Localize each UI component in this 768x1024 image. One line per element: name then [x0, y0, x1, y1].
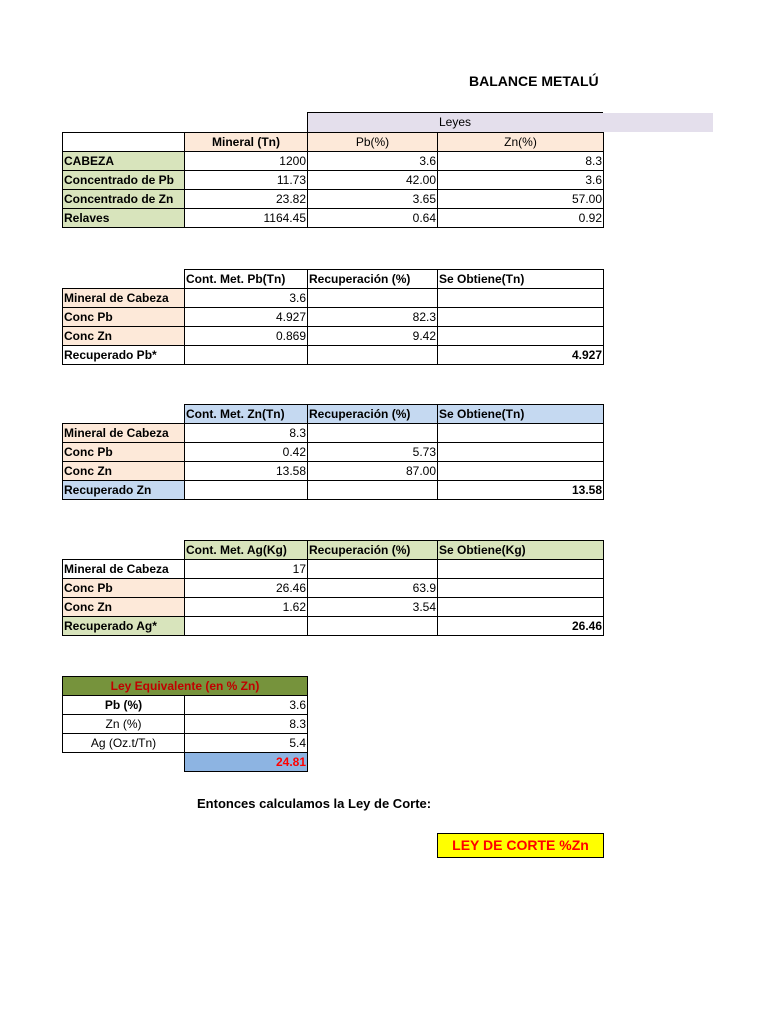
- column-header[interactable]: Recuperación (%): [308, 405, 438, 424]
- table-cell[interactable]: 26.46: [185, 579, 308, 598]
- table-cell[interactable]: 0.92: [438, 209, 604, 228]
- table-cell[interactable]: 13.58: [185, 462, 308, 481]
- table-cell[interactable]: [438, 598, 604, 617]
- row-label[interactable]: CABEZA: [63, 152, 185, 171]
- table-header-row: [63, 133, 604, 152]
- table-cell[interactable]: [438, 443, 604, 462]
- table-cell[interactable]: [63, 133, 185, 152]
- ag-recovery-table: [62, 540, 604, 636]
- leyes-label: Leyes: [438, 115, 472, 129]
- row-label[interactable]: Recuperado Ag*: [63, 617, 185, 636]
- table-cell[interactable]: 4.927: [438, 346, 604, 365]
- table-cell[interactable]: 9.42: [308, 327, 438, 346]
- table-row: [63, 209, 604, 228]
- table-header-row: [63, 405, 604, 424]
- column-header[interactable]: Cont. Met. Pb(Tn): [185, 270, 308, 289]
- table-cell[interactable]: [185, 346, 308, 365]
- table-cell[interactable]: 3.6: [185, 696, 308, 715]
- column-header[interactable]: Cont. Met. Zn(Tn): [185, 405, 308, 424]
- grades-table: [62, 132, 604, 228]
- table-row: [63, 753, 308, 772]
- table-cell[interactable]: 8.3: [185, 424, 308, 443]
- table-cell[interactable]: 3.6: [185, 289, 308, 308]
- table-cell[interactable]: 0.869: [185, 327, 308, 346]
- equivalent-grade-table: [62, 676, 308, 772]
- equivalent-grade-header[interactable]: Ley Equivalente (en % Zn): [63, 677, 308, 696]
- table-cell: [63, 753, 185, 772]
- row-label[interactable]: Recuperado Zn: [63, 481, 185, 500]
- table-row: [63, 696, 308, 715]
- table-header-row: [63, 270, 604, 289]
- column-header[interactable]: Recuperación (%): [308, 270, 438, 289]
- row-label[interactable]: Pb (%): [63, 696, 185, 715]
- table-row: [63, 462, 604, 481]
- row-label[interactable]: Mineral de Cabeza: [63, 560, 185, 579]
- table-cell[interactable]: 5.4: [185, 734, 308, 753]
- table-row: [63, 598, 604, 617]
- table-cell[interactable]: [185, 617, 308, 636]
- table-cell[interactable]: [308, 346, 438, 365]
- table-cell[interactable]: [438, 424, 604, 443]
- row-label[interactable]: Conc Pb: [63, 308, 185, 327]
- table-row: [63, 346, 604, 365]
- table-row: [63, 152, 604, 171]
- table-row: [63, 715, 308, 734]
- table-cell[interactable]: 87.00: [308, 462, 438, 481]
- table-cell[interactable]: 8.3: [438, 152, 604, 171]
- table-cell[interactable]: [185, 481, 308, 500]
- table-cell[interactable]: 63.9: [308, 579, 438, 598]
- table-cell[interactable]: [308, 424, 438, 443]
- table-cell[interactable]: 0.42: [185, 443, 308, 462]
- table-cell[interactable]: [438, 579, 604, 598]
- table-row: [63, 424, 604, 443]
- table-row: [63, 190, 604, 209]
- table-cell[interactable]: 17: [185, 560, 308, 579]
- table-cell[interactable]: 57.00: [438, 190, 604, 209]
- table-cell: [63, 405, 185, 424]
- table-row: [63, 560, 604, 579]
- column-header[interactable]: Pb(%): [308, 133, 438, 152]
- table-row: [63, 617, 604, 636]
- table-cell[interactable]: [308, 560, 438, 579]
- table-cell[interactable]: 1.62: [185, 598, 308, 617]
- column-header[interactable]: Se Obtiene(Kg): [438, 541, 604, 560]
- table-row: [63, 289, 604, 308]
- table-cell: [63, 541, 185, 560]
- table-row: [63, 171, 604, 190]
- table-cell[interactable]: 0.64: [308, 209, 438, 228]
- table-header-row: [63, 677, 308, 696]
- table-cell[interactable]: [438, 308, 604, 327]
- table-cell[interactable]: [438, 462, 604, 481]
- table-cell[interactable]: [308, 617, 438, 636]
- table-row: [63, 327, 604, 346]
- table-cell[interactable]: 8.3: [185, 715, 308, 734]
- row-label[interactable]: Conc Zn: [63, 327, 185, 346]
- column-header[interactable]: Recuperación (%): [308, 541, 438, 560]
- row-label[interactable]: Relaves: [63, 209, 185, 228]
- column-header[interactable]: Se Obtiene(Tn): [438, 270, 604, 289]
- table-cell[interactable]: 1164.45: [185, 209, 308, 228]
- column-header[interactable]: Mineral (Tn): [185, 133, 308, 152]
- table-cell[interactable]: [308, 289, 438, 308]
- table-cell[interactable]: 82.3: [308, 308, 438, 327]
- zn-recovery-table: [62, 404, 604, 500]
- row-label[interactable]: Zn (%): [63, 715, 185, 734]
- table-cell[interactable]: 11.73: [185, 171, 308, 190]
- row-label[interactable]: Conc Zn: [63, 462, 185, 481]
- table-cell[interactable]: 42.00: [308, 171, 438, 190]
- table-cell[interactable]: [438, 289, 604, 308]
- table-row: [63, 443, 604, 462]
- table-cell[interactable]: 1200: [185, 152, 308, 171]
- table-cell: [63, 270, 185, 289]
- cutoff-note: Entonces calculamos la Ley de Corte:: [197, 796, 432, 811]
- equivalent-grade-result[interactable]: 24.81: [185, 753, 308, 772]
- row-label[interactable]: Conc Pb: [63, 579, 185, 598]
- row-label[interactable]: Conc Pb: [63, 443, 185, 462]
- table-cell[interactable]: 3.65: [308, 190, 438, 209]
- row-label[interactable]: Conc Zn: [63, 598, 185, 617]
- table-cell[interactable]: 26.46: [438, 617, 604, 636]
- row-label[interactable]: Concentrado de Zn: [63, 190, 185, 209]
- table-cell[interactable]: [438, 560, 604, 579]
- column-header[interactable]: Se Obtiene(Tn): [438, 405, 604, 424]
- table-cell[interactable]: 4.927: [185, 308, 308, 327]
- row-label[interactable]: Recuperado Pb*: [63, 346, 185, 365]
- row-label[interactable]: Mineral de Cabeza: [63, 424, 185, 443]
- row-label[interactable]: Concentrado de Pb: [63, 171, 185, 190]
- table-cell[interactable]: [308, 481, 438, 500]
- cutoff-grade-cell[interactable]: LEY DE CORTE %Zn: [437, 833, 604, 858]
- column-header[interactable]: Cont. Met. Ag(Kg): [185, 541, 308, 560]
- column-header[interactable]: Zn(%): [438, 133, 604, 152]
- table-row: [63, 734, 308, 753]
- table-cell[interactable]: 5.73: [308, 443, 438, 462]
- table-row: [63, 308, 604, 327]
- pb-recovery-table: [62, 269, 604, 365]
- sheet-title: BALANCE METALÚ: [469, 73, 599, 89]
- table-row: [63, 481, 604, 500]
- table-cell[interactable]: 23.82: [185, 190, 308, 209]
- row-label[interactable]: Ag (Oz.t/Tn): [63, 734, 185, 753]
- table-row: [63, 579, 604, 598]
- row-label[interactable]: Mineral de Cabeza: [63, 289, 185, 308]
- table-cell[interactable]: 13.58: [438, 481, 604, 500]
- table-cell[interactable]: 3.6: [438, 171, 604, 190]
- table-cell[interactable]: 3.6: [308, 152, 438, 171]
- table-cell[interactable]: 3.54: [308, 598, 438, 617]
- table-cell[interactable]: [438, 327, 604, 346]
- table-header-row: [63, 541, 604, 560]
